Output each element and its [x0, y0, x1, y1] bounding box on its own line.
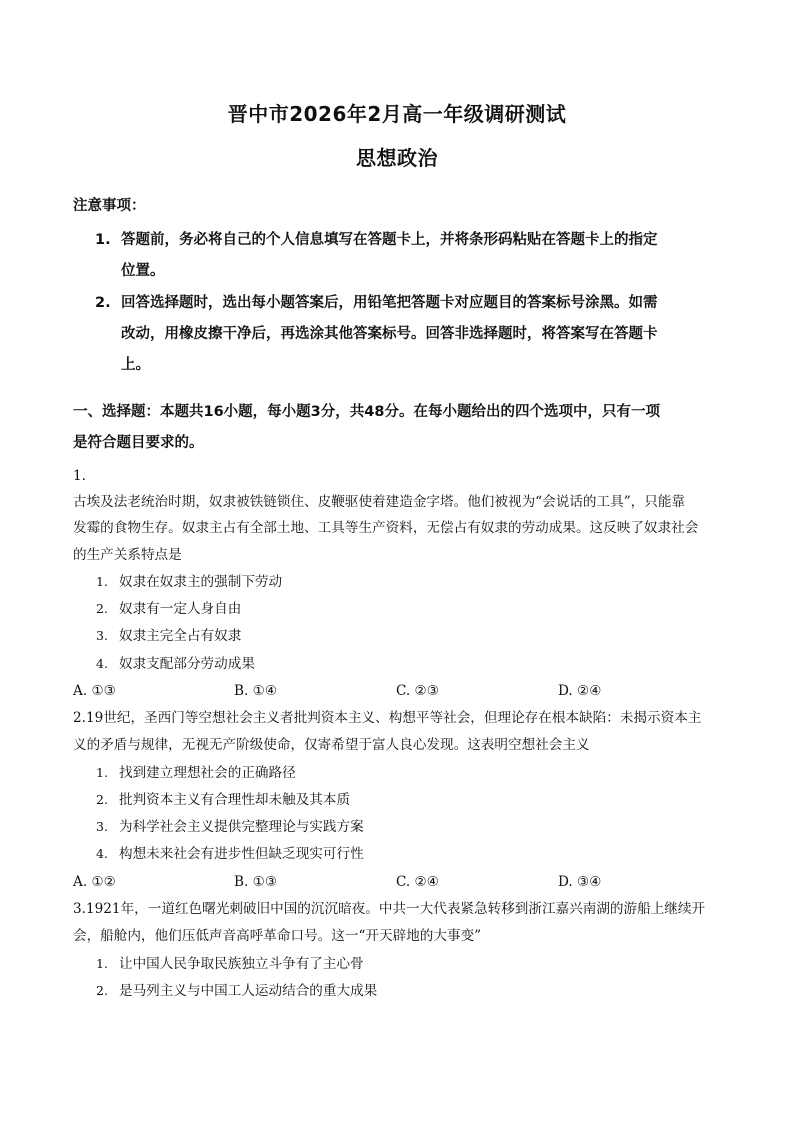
option-text: 找到建立理想社会的正确路径 [119, 765, 296, 781]
option-number: 4. [96, 656, 108, 671]
option-text: 是马列主义与中国工人运动结合的重大成果 [119, 983, 378, 999]
option-number: 1. [96, 956, 108, 971]
option-number: 2. [96, 792, 108, 807]
question-stem-line: 3.1921年，一道红色曙光刺破旧中国的沉沉暗夜。中共一大代表紧急转移到浙江嘉兴南湖的游船上继续开 [73, 901, 706, 917]
notice-item-line: 位置。 [121, 263, 165, 279]
notice-item-line: 答题前，务必将自己的个人信息填写在答题卡上，并将条形码粘贴在答题卡上的指定 [121, 232, 658, 248]
answer-choice-b: B. ①③ [234, 874, 278, 890]
subject-title: 思想政治 [356, 146, 438, 170]
option-number: 4. [96, 846, 108, 861]
answer-choice-a: A. ①② [73, 874, 116, 890]
answer-choice-a: A. ①③ [73, 683, 116, 699]
question-stem-line: 的生产关系特点是 [73, 547, 182, 563]
option-number: 1. [96, 765, 108, 780]
option-text: 批判资本主义有合理性却未触及其本质 [119, 792, 351, 808]
option-text: 奴隶有一定人身自由 [119, 601, 242, 617]
option-text: 让中国人民争取民族独立斗争有了主心骨 [119, 956, 364, 972]
section-heading-line: 是符合题目要求的。 [73, 435, 204, 451]
option-number: 1. [96, 574, 108, 589]
option-text: 构想未来社会有进步性但缺乏现实可行性 [119, 846, 364, 862]
option-number: 3. [96, 628, 108, 643]
question-number: 1. [73, 468, 86, 484]
question-stem-line: 义的矛盾与规律，无视无产阶级使命，仅寄希望于富人良心发现。这表明空想社会主义 [73, 737, 590, 753]
answer-choice-d: D. ③④ [558, 874, 602, 890]
option-number: 2. [96, 983, 108, 998]
option-text: 奴隶在奴隶主的强制下劳动 [119, 574, 283, 590]
answer-choice-c: C. ②③ [396, 683, 439, 699]
notice-item-number: 2. [95, 295, 111, 311]
notice-item-number: 1. [95, 232, 111, 248]
option-text: 为科学社会主义提供完整理论与实践方案 [119, 819, 364, 835]
question-stem-line: 2.19世纪，圣西门等空想社会主义者批判资本主义、构想平等社会，但理论存在根本缺陷：未揭示资本主 [73, 710, 702, 726]
notice-item-line: 回答选择题时，选出每小题答案后，用铅笔把答题卡对应题目的答案标号涂黑。如需 [121, 295, 658, 311]
question-stem-line: 发霉的食物生存。奴隶主占有全部土地、工具等生产资料，无偿占有奴隶的劳动成果。这反映了奴隶社会 [73, 520, 699, 536]
section-heading-line: 一、选择题：本题共16小题，每小题3分，共48分。在每小题给出的四个选项中，只有一项 [73, 404, 660, 420]
option-number: 2. [96, 601, 108, 616]
answer-choice-b: B. ①④ [234, 683, 278, 699]
question-stem-line: 古埃及法老统治时期，奴隶被铁链锁住、皮鞭驱使着建造金字塔。他们被视为“会说话的工具”，只能靠 [73, 494, 686, 510]
notice-item-line: 上。 [121, 357, 150, 373]
question-stem-line: 会，船舱内，他们压低声音高呼革命口号。这一“开天辟地的大事变” [73, 928, 482, 944]
answer-choice-c: C. ②④ [396, 874, 439, 890]
answer-choice-d: D. ②④ [558, 683, 602, 699]
notice-heading: 注意事项： [73, 198, 146, 214]
exam-title: 晋中市2026年2月高一年级调研测试 [227, 102, 567, 126]
option-text: 奴隶主完全占有奴隶 [119, 628, 242, 644]
option-text: 奴隶支配部分劳动成果 [119, 656, 255, 672]
notice-item-line: 改动，用橡皮擦干净后，再选涂其他答案标号。回答非选择题时，将答案写在答题卡 [121, 326, 658, 342]
option-number: 3. [96, 819, 108, 834]
